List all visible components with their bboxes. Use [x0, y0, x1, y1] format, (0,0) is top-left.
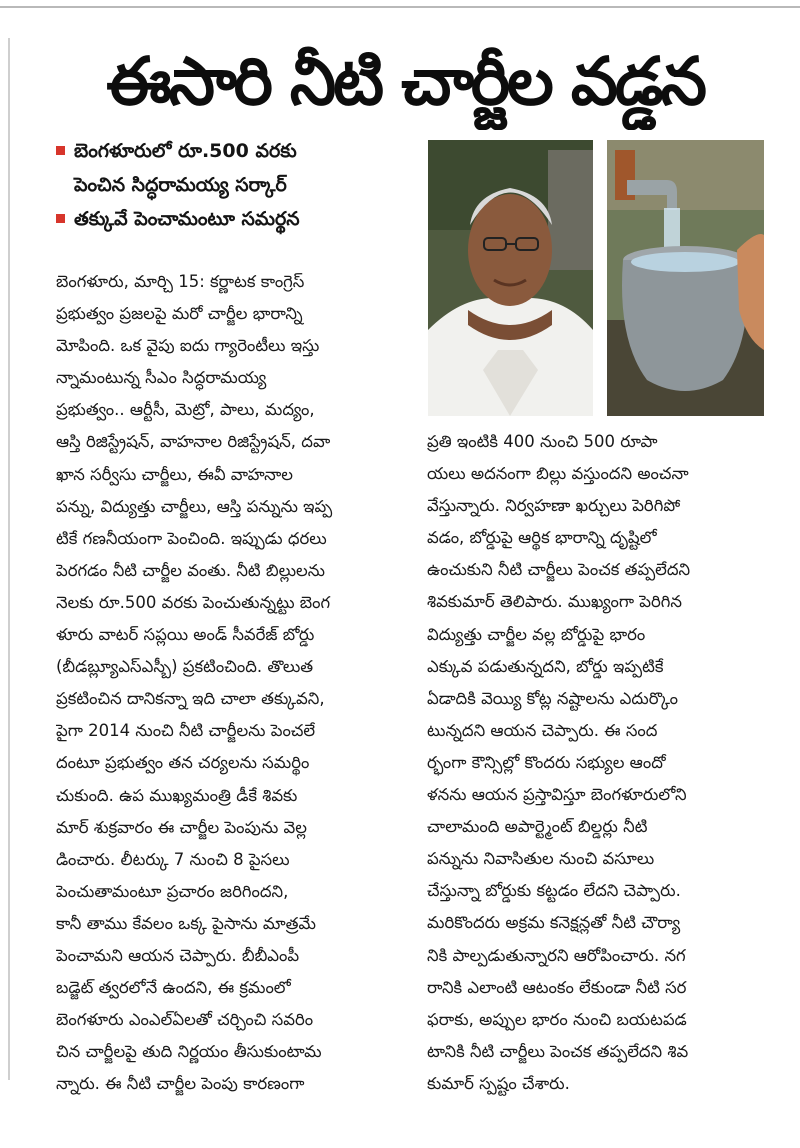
article-line: మార్ శుక్రవారం ఈ చార్జీల పెంపును వెల్ల — [56, 817, 307, 837]
article-line: వేస్తున్నారు. నిర్వహణా ఖర్చులు పెరిగిపో — [427, 496, 681, 516]
bullet-text: బెంగళూరులో రూ.500 వరకు — [74, 140, 297, 162]
article-line: పైగా 2014 నుంచి నీటి చార్జీలను పెంచలే — [56, 721, 316, 741]
article-line: చుకుంది. ఉప ముఖ్యమంత్రి డీకే శివకు — [56, 785, 298, 805]
article-line: న్నామంటున్న సీఎం సిద్ధరామయ్య — [56, 368, 267, 388]
article-line: బెంగళూరు, మార్చి 15: కర్ణాటక కాంగ్రెస్ — [56, 272, 305, 291]
article-line: శివకుమార్ తెలిపారు. ముఖ్యంగా పెరిగిన — [427, 592, 682, 612]
article-column-right — [427, 426, 767, 1096]
article-line: ప్రతి ఇంటికి 400 నుంచి 500 రూపా — [427, 432, 658, 451]
headline: ఈసారి నీటి చార్జీల వడ్డన — [106, 43, 704, 120]
article-line: వడం, బోర్డుపై ఆర్థిక భారాన్ని దృష్టిలో — [427, 528, 657, 548]
top-rule — [0, 6, 800, 8]
article-line: పన్నును నివాసితుల నుంచి వసూలు — [427, 849, 655, 869]
article-line: పన్ను, విద్యుత్తు చార్జీలు, ఆస్తి పన్నును ఇప్ప — [56, 496, 333, 516]
article-line: పెంచామని ఆయన చెప్పారు. బీబీఎంపీ — [56, 945, 300, 965]
article-line: రానికి ఎలాంటి ఆటంకం లేకుండా నీటి సర — [427, 977, 687, 997]
article-line: టానికి నీటి చార్జీలు పెంచక తప్పలేదని శివ — [427, 1041, 689, 1061]
article-line: న్నారు. ఈ నీటి చార్జీల పెంపు కారణంగా — [56, 1074, 305, 1094]
bullet-item — [56, 202, 426, 236]
article-line: కానీ తాము కేవలం ఒక్క పైసాను మాత్రమే — [56, 913, 316, 933]
article-line: పెంచుతామంటూ ప్రచారం జరిగిందని, — [56, 881, 289, 901]
article-line: ఉంచుకుని నీటి చార్జీలు పెంచక తప్పలేదని — [427, 560, 691, 580]
left-column-rule — [8, 38, 10, 1080]
sub-headline-bullets — [56, 134, 426, 236]
article-line: డించారు. లీటర్కు 7 నుంచి 8 పైసలు — [56, 849, 290, 869]
bullet-text: తక్కువే పెంచామంటూ సమర్థన — [74, 208, 300, 230]
article-line: నెలకు రూ.500 వరకు పెంచుతున్నట్టు బెంగ — [56, 592, 331, 612]
article-line: కుమార్ స్పష్టం చేశారు. — [427, 1073, 570, 1093]
bullet-item — [56, 134, 426, 168]
article-line: దంటూ ప్రభుత్వం తన చర్యలను సమర్థిం — [56, 753, 310, 773]
article-line: యలు అదనంగా బిల్లు వస్తుందని అంచనా — [427, 464, 689, 484]
article-column-left — [56, 266, 410, 1096]
article-line: చేస్తున్నా బోర్డుకు కట్టడం లేదని చెప్పారు. — [427, 881, 681, 901]
article-line: (బీడబ్ల్యూఎస్ఎస్బీ) ప్రకటించింది. తొలుత — [56, 657, 314, 677]
article-line: చిన చార్జీలపై తుది నిర్ణయం తీసుకుంటామ — [56, 1042, 322, 1062]
article-line: మరికొందరు అక్రమ కనెక్షన్లతో నీటి చౌర్యా — [427, 913, 681, 933]
water-tap-pot-photo-icon — [607, 140, 764, 416]
bullet-text: పెంచిన సిద్ధరామయ్య సర్కార్ — [74, 174, 287, 196]
article-line: ప్రభుత్వం ప్రజలపై మరో చార్జీల భారాన్ని — [56, 304, 303, 324]
article-line: విద్యుత్తు చార్జీల వల్ల బోర్డుపై భారం — [427, 624, 646, 644]
portrait-photo-icon — [428, 140, 593, 416]
article-line: చాలామంది అపార్ట్మెంట్ బిల్డర్లు నీటి — [427, 817, 648, 837]
article-line: ఖాన సర్వీసు చార్జీలు, ఈవీ వాహనాల — [56, 464, 293, 484]
article-line: ఫరాకు, అప్పుల భారం నుంచి బయటపడ — [427, 1009, 687, 1029]
article-line: ఎక్కువ పడుతున్నదని, బోర్డు ఇప్పటికే — [427, 656, 664, 676]
article-line: నికి పాల్పడుతున్నారని ఆరోపించారు. నగ — [427, 945, 686, 965]
article-line: ళనను ఆయన ప్రస్తావిస్తూ బెంగళూరులోని — [427, 785, 687, 805]
article-line: బడ్జెట్ త్వరలోనే ఉందని, ఈ క్రమంలో — [56, 978, 291, 998]
article-line: టున్నదని ఆయన చెప్పారు. ఈ సంద — [427, 720, 658, 740]
article-line: ఆస్తి రిజిస్ట్రేషన్, వాహనాల రిజిస్ట్రేషన్, దవా — [56, 432, 331, 452]
article-line: మోపింది. ఒక వైపు ఐదు గ్యారెంటీలు ఇస్తు — [56, 336, 320, 356]
article-line: బెంగళూరు ఎంఎల్ఏలతో చర్చించి సవరిం — [56, 1010, 314, 1030]
article-line: ప్రభుత్వం.. ఆర్టీసీ, మెట్రో, పాలు, మద్యం, — [56, 400, 315, 420]
red-square-bullet-icon — [56, 146, 65, 155]
article-line: టికే గణనీయంగా పెంచింది. ఇప్పుడు ధరలు — [56, 528, 327, 548]
article-line: ర్భంగా కౌన్సిల్లో కొందరు సభ్యుల ఆందో — [427, 752, 666, 772]
article-line: ళూరు వాటర్ సప్లయి అండ్ సీవరేజ్ బోర్డు — [56, 625, 315, 645]
bullet-item-continuation — [56, 168, 426, 202]
article-line: పెరగడం నీటి చార్జీల వంతు. నీటి బిల్లులను — [56, 560, 326, 580]
article-line: ఏడాదికి వెయ్యి కోట్ల నష్టాలను ఎదుర్కొం — [427, 688, 678, 708]
red-square-bullet-icon — [56, 214, 65, 223]
article-line: ప్రకటించిన దానికన్నా ఇది చాలా తక్కువని, — [56, 689, 325, 709]
